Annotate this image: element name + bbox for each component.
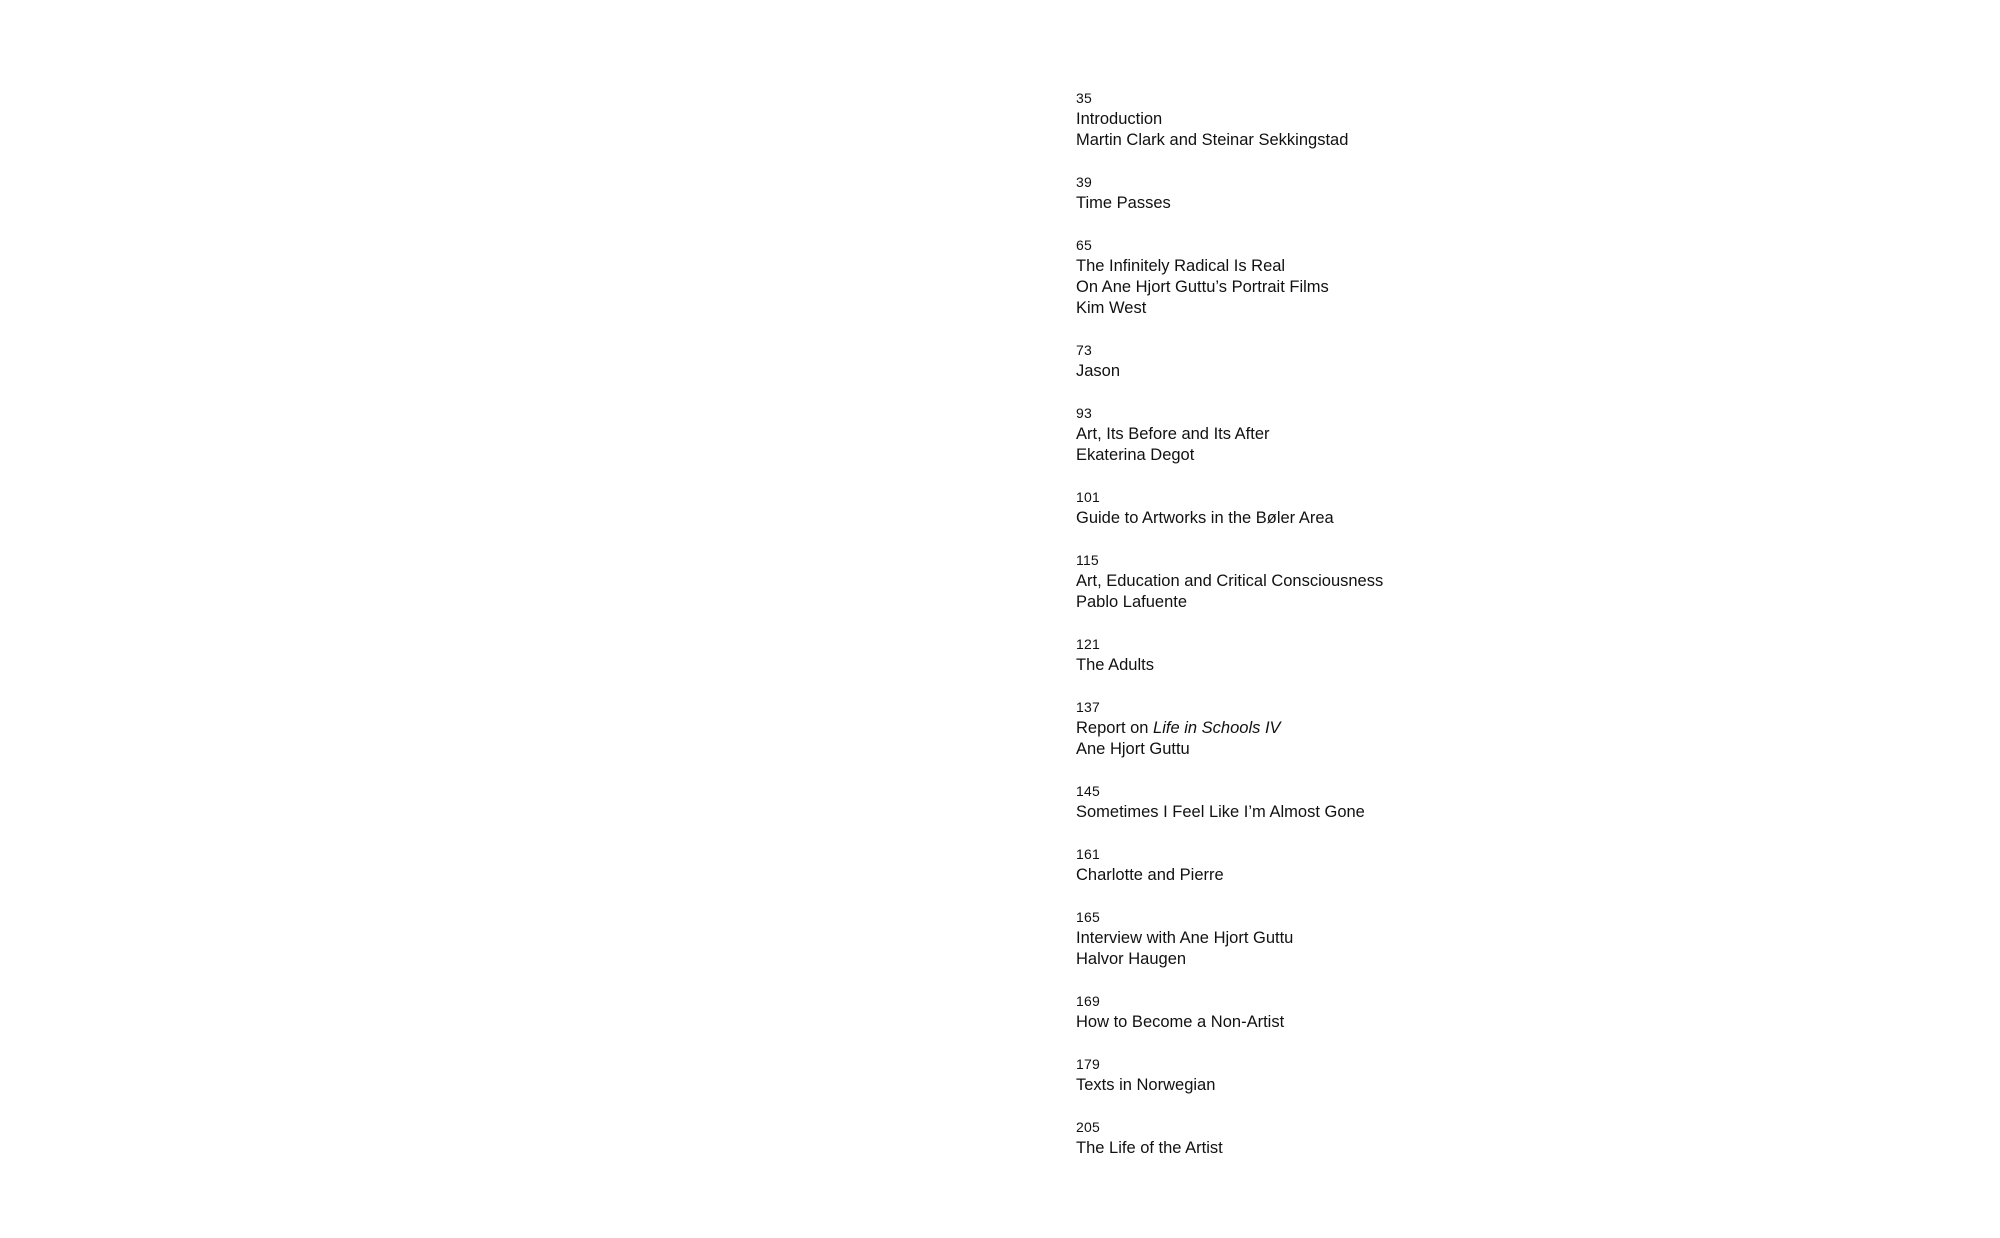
toc-entry [1076, 172, 1496, 214]
entry-subtitle: On Ane Hjort Guttu’s Portrait Films [1076, 278, 1329, 296]
toc-entry [1076, 781, 1496, 823]
entry-title: Interview with Ane Hjort Guttu [1076, 929, 1294, 947]
entry-title: Texts in Norwegian [1076, 1076, 1216, 1094]
entry-title: The Adults [1076, 656, 1154, 674]
toc-entry [1076, 907, 1496, 970]
entry-title [1076, 718, 1496, 739]
entry-author: Ane Hjort Guttu [1076, 740, 1190, 758]
entry-author: Halvor Haugen [1076, 950, 1187, 968]
page-number: 169 [1076, 993, 1100, 1009]
entry-title: Sometimes I Feel Like I’m Almost Gone [1076, 803, 1365, 821]
entry-title: How to Become a Non-Artist [1076, 1013, 1285, 1031]
entry-title: Art, Education and Critical Consciousness [1076, 572, 1384, 590]
toc-entry [1076, 487, 1496, 529]
page-number: 205 [1076, 1119, 1100, 1135]
toc-entry [1076, 697, 1496, 760]
entry-title: The Life of the Artist [1076, 1139, 1223, 1157]
page-number: 179 [1076, 1056, 1100, 1072]
page-number: 93 [1076, 405, 1092, 421]
page-number: 161 [1076, 846, 1100, 862]
entry-author: Martin Clark and Steinar Sekkingstad [1076, 131, 1349, 149]
page-number: 35 [1076, 90, 1092, 106]
page-number: 165 [1076, 909, 1100, 925]
toc-entry [1076, 340, 1496, 382]
page-number: 39 [1076, 174, 1092, 190]
toc-entry [1076, 1054, 1496, 1096]
entry-author: Pablo Lafuente [1076, 593, 1188, 611]
entry-author: Ekaterina Degot [1076, 446, 1195, 464]
entry-title-italic: Life in Schools IV [1153, 719, 1281, 737]
toc-entry [1076, 844, 1496, 886]
entry-title: Introduction [1076, 110, 1163, 128]
entry-title-prefix: Report on [1076, 719, 1154, 737]
page-number: 101 [1076, 489, 1100, 505]
toc-entry [1076, 403, 1496, 466]
page-number: 121 [1076, 636, 1100, 652]
entry-title: Charlotte and Pierre [1076, 866, 1224, 884]
entry-title: Guide to Artworks in the Bøler Area [1076, 509, 1334, 527]
page-number: 145 [1076, 783, 1100, 799]
entry-author: Kim West [1076, 299, 1147, 317]
page-number: 115 [1076, 552, 1099, 568]
toc-entry [1076, 550, 1496, 613]
entry-title: Time Passes [1076, 194, 1171, 212]
table-of-contents [1076, 88, 1496, 1180]
toc-entry [1076, 235, 1496, 319]
page-number: 65 [1076, 237, 1092, 253]
entry-title: Jason [1076, 362, 1121, 380]
toc-entry [1076, 88, 1496, 151]
page-number: 73 [1076, 342, 1092, 358]
entry-title: Art, Its Before and Its After [1076, 425, 1270, 443]
page-number: 137 [1076, 699, 1100, 715]
toc-entry [1076, 634, 1496, 676]
toc-entry [1076, 1117, 1496, 1159]
toc-entry [1076, 991, 1496, 1033]
entry-title: The Infinitely Radical Is Real [1076, 257, 1286, 275]
